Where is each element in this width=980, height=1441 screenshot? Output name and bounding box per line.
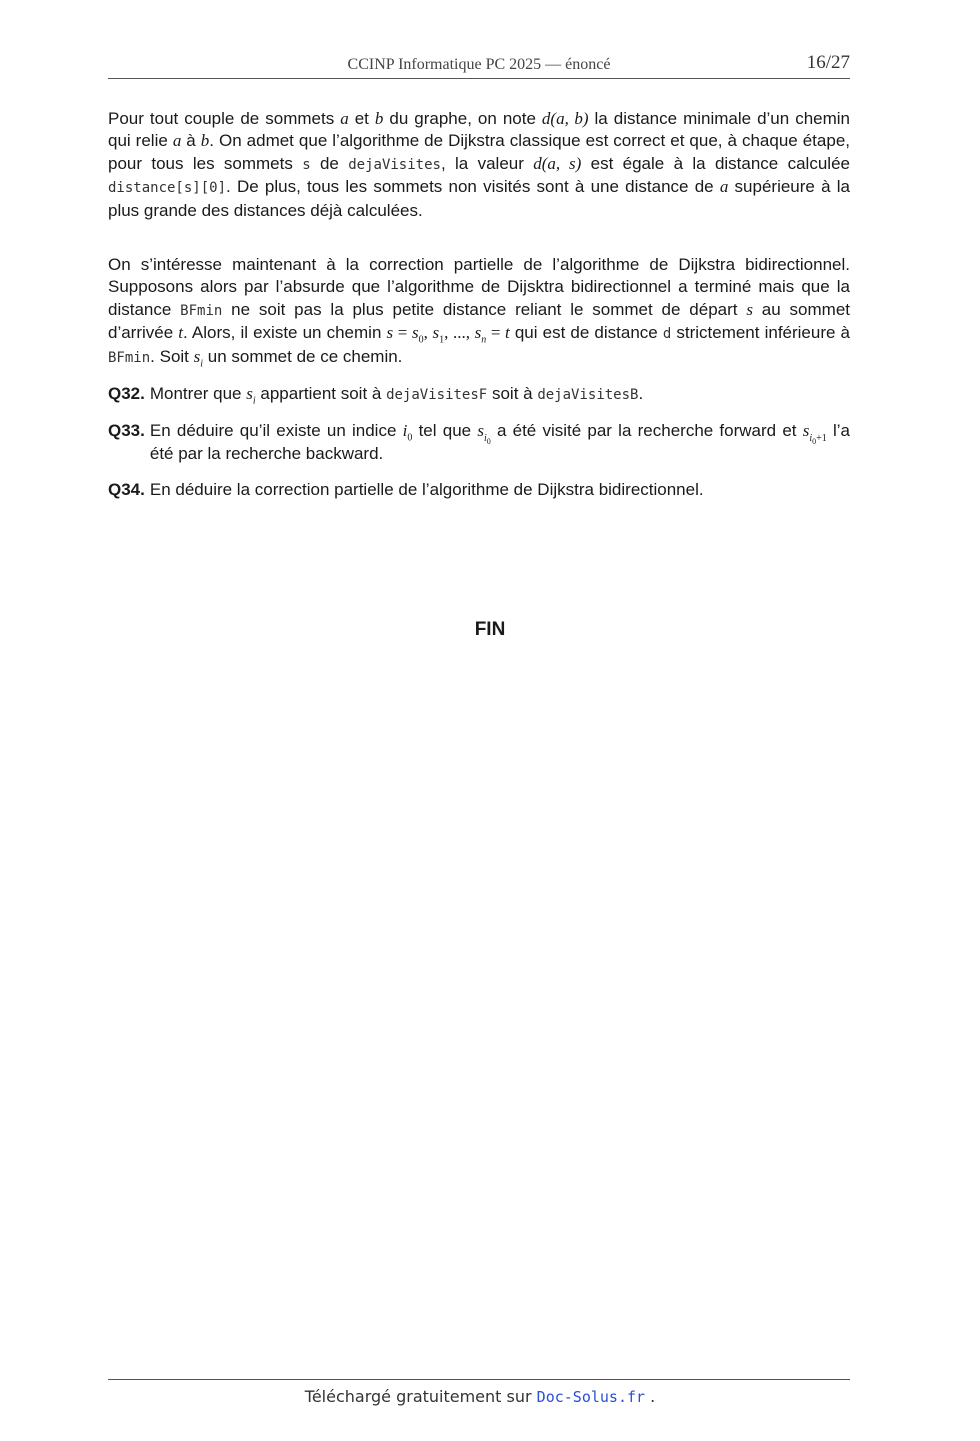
var-b: b	[200, 131, 210, 151]
question-number: Q33.	[108, 421, 145, 441]
math-s-i: $s_i$	[193, 346, 204, 370]
math-i0: $i_0$	[402, 421, 413, 444]
code-d: d	[662, 326, 672, 343]
footer-divider	[108, 1379, 850, 1380]
page-content	[108, 108, 850, 516]
paragraph-absurd-hypothesis: On s’intéresse maintenant à la correction partielle de l’algorithme de Dijkstra bidirectionnel. Supposons alors par l’absurde que l’algorithme de Dijsktra bidirectionnel a terminé mais que la distance BFmin ne soit pas la plus petite distance reliant le sommet de départ s au sommet d’arrivée t. Alors, il existe un chemin $s = s_0$, $s_1$, ..., $s_n = t$ qui est de distance d strictement inférieure à BFmin. Soit $s_i$ un sommet de ce chemin.	[108, 255, 850, 370]
paragraph-distance-definition: Pour tout couple de sommets a et b du graphe, on note d(a, b) la distance minimale d’un chemin qui relie a à b. On admet que l’algorithme de Dijkstra classique est correct et que, à chaque étape, pour tous les sommets s de dejaVisites, la valeur d(a, s) est égale à la distance calculée distance[s][0]. De plus, tous les sommets non visités sont à une distance de a supérieure à la plus grande des distances déjà calculées.	[108, 109, 851, 220]
page-footer: Téléchargé gratuitement sur Doc-Solus.fr .	[304, 1387, 656, 1406]
page-header	[108, 52, 850, 79]
math-s-i0: $s_{i_0}$	[477, 421, 491, 446]
var-b: b	[374, 109, 384, 128]
question-33	[108, 420, 850, 465]
var-s: s	[746, 299, 753, 319]
code-s: s	[302, 156, 311, 173]
var-a: a	[172, 131, 182, 151]
question-number: Q32.	[108, 384, 145, 404]
question-number: Q34.	[108, 480, 145, 500]
code-dejaVisitesF: dejaVisitesF	[386, 387, 488, 404]
header-title: CCINP Informatique PC 2025 — énoncé	[347, 56, 611, 73]
code-BFmin: BFmin	[180, 302, 223, 319]
math-d-a-s: d(a, s)	[533, 153, 582, 173]
code-dejaVisites: dejaVisites	[348, 156, 441, 173]
code-distance: distance[s][0]	[108, 180, 227, 197]
var-a: a	[340, 109, 349, 128]
page-number: 16/27	[806, 52, 850, 73]
math-d-a-b: d(a, b)	[541, 109, 589, 128]
question-text: Montrer que $s_i$ appartient soit à dejaVisitesF soit à dejaVisitesB.	[149, 384, 644, 407]
math-s-i: $s_i$	[246, 384, 256, 407]
code-dejaVisitesB: dejaVisitesB	[537, 387, 639, 404]
question-34	[108, 479, 850, 501]
question-text: En déduire la correction partielle de l’algorithme de Dijkstra bidirectionnel.	[149, 480, 704, 500]
math-path: $s = s_0$, $s_1$, ..., $s_n = t$	[386, 323, 510, 346]
question-32	[108, 383, 850, 406]
question-text: En déduire qu’il existe un indice $i_0$ tel que $s_{i_0}$ a été visité par la recherche forward et $s_{i_0+1}$ l’a été par la recherche backward.	[149, 421, 851, 463]
code-BFmin: BFmin	[108, 349, 151, 366]
var-t: t	[178, 323, 184, 343]
math-s-i0-plus-1: $s_{i_0+1}$	[802, 421, 827, 446]
end-marker: FIN	[474, 619, 506, 640]
var-a: a	[719, 177, 729, 197]
doc-solus-link[interactable]: Doc-Solus.fr	[536, 1388, 646, 1406]
